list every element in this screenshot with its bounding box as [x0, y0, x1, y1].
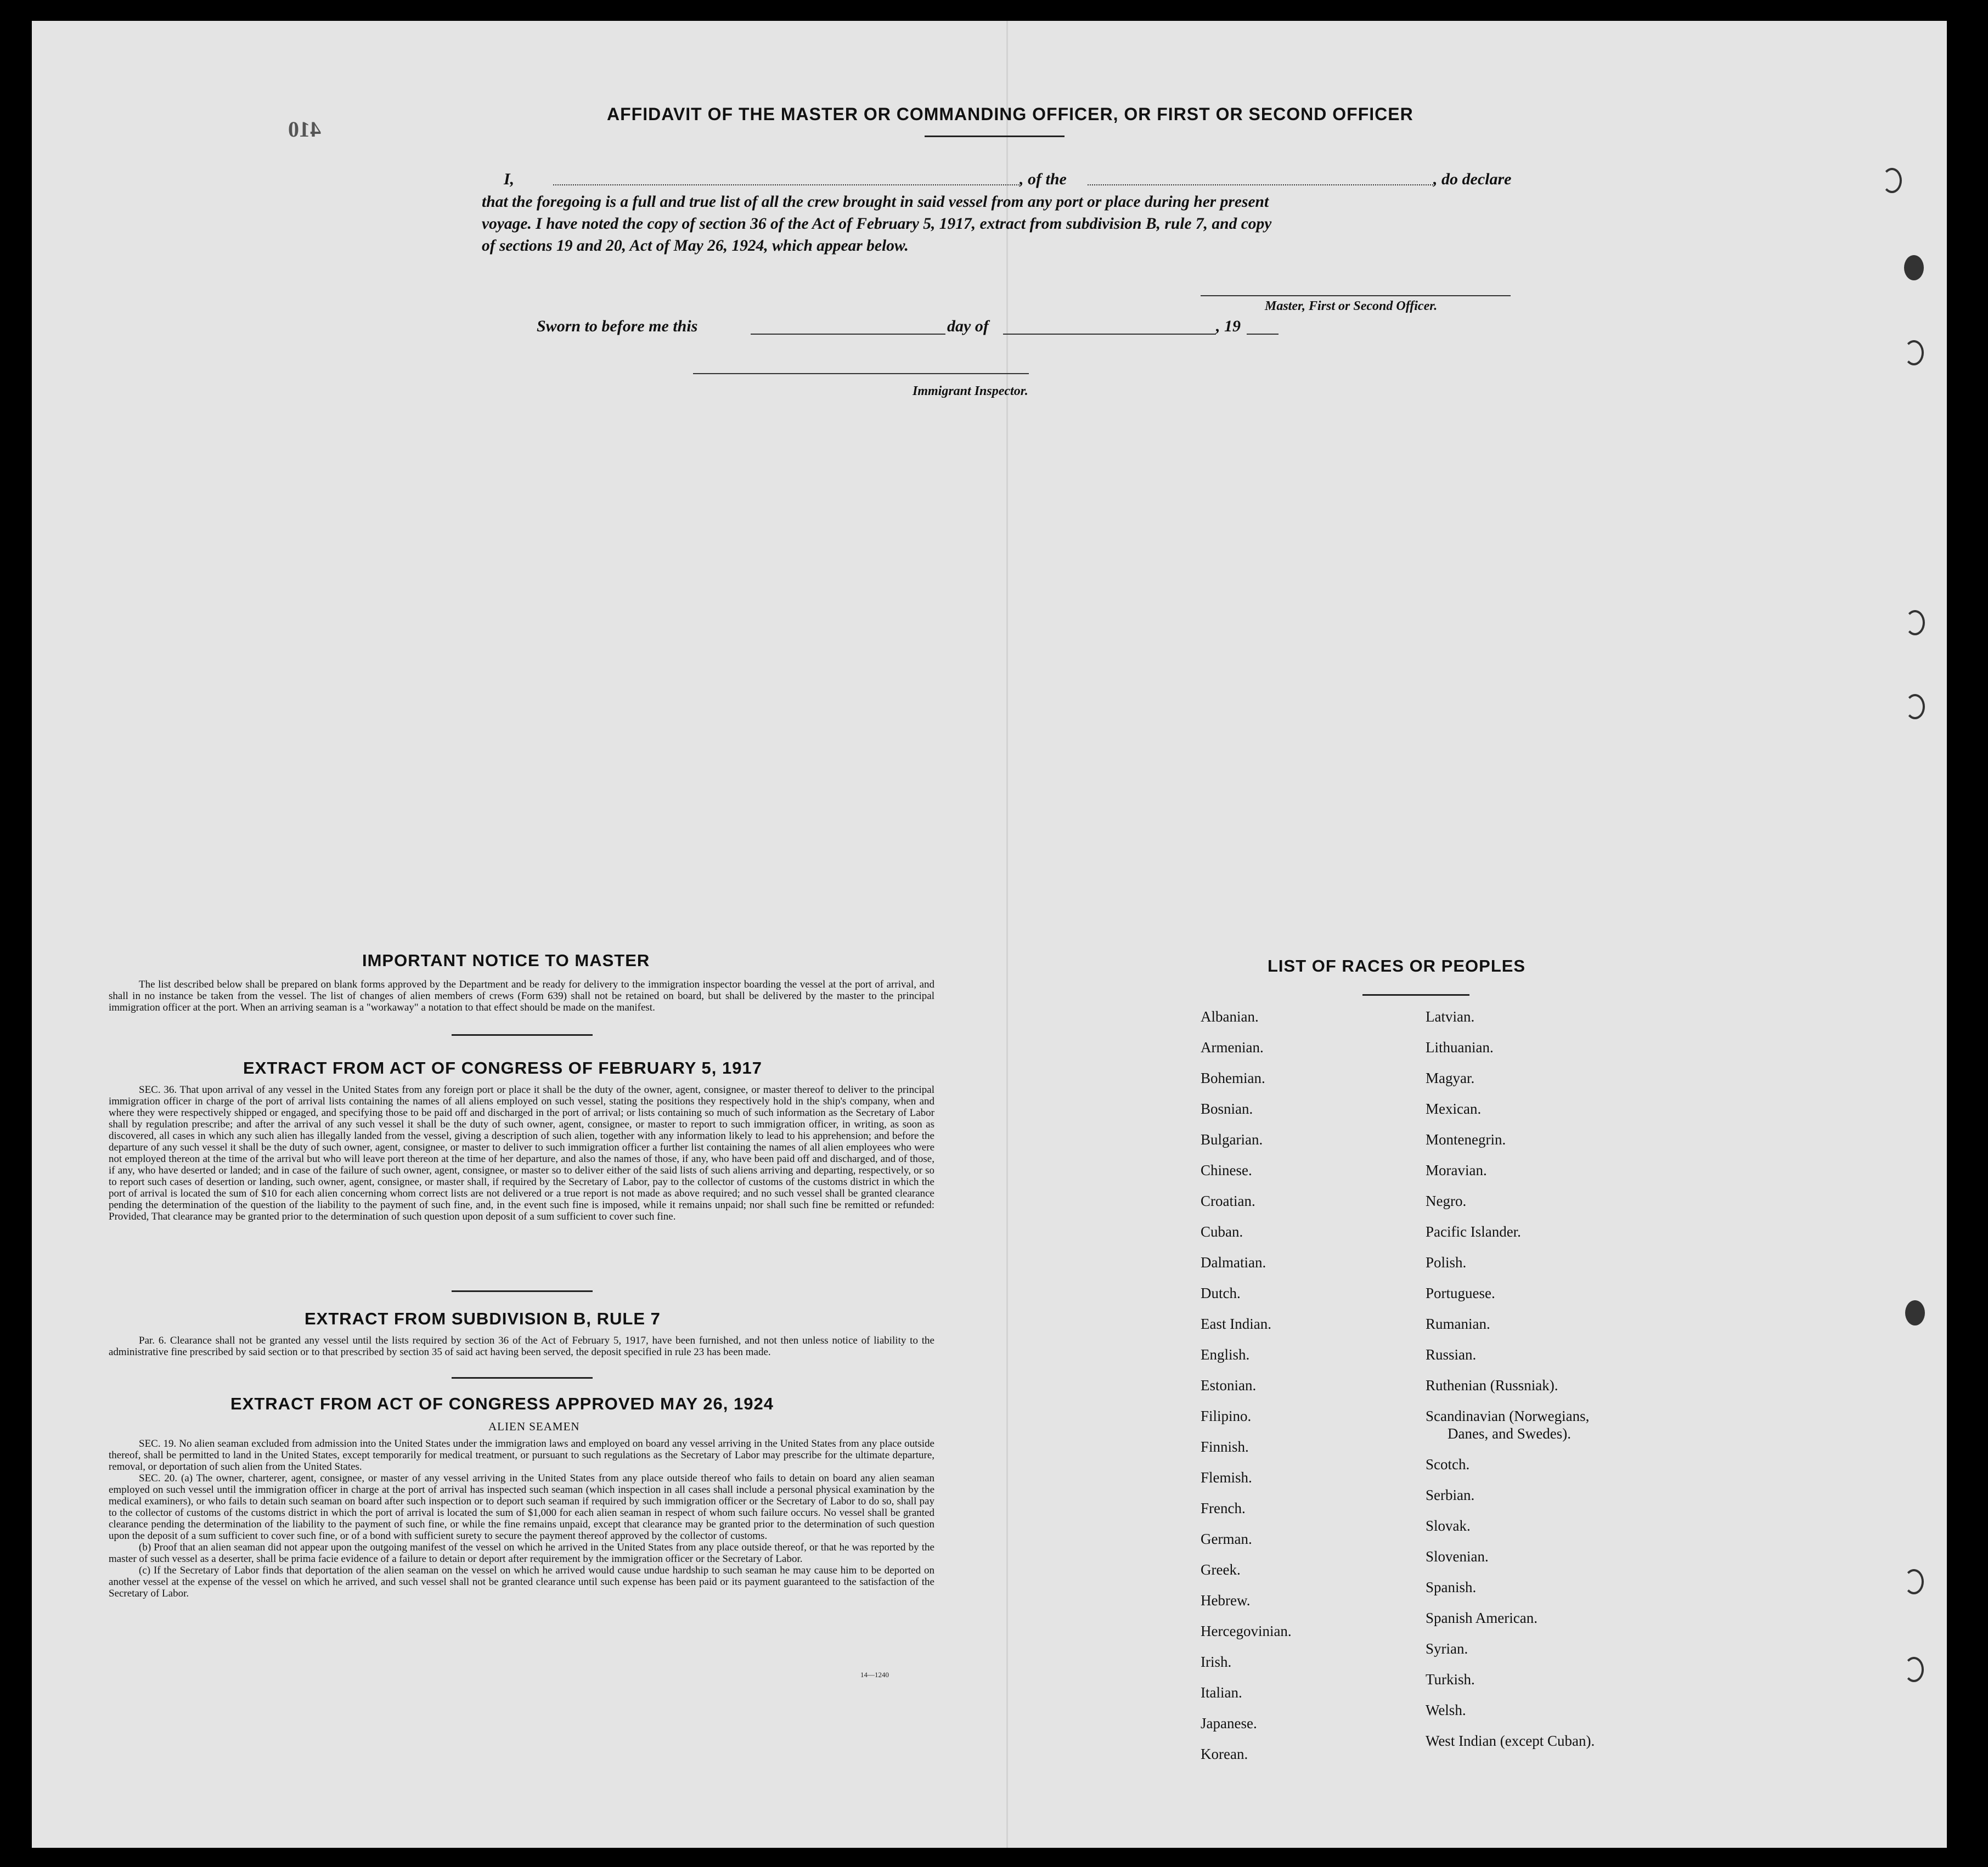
race-item: Cuban.	[1201, 1223, 1243, 1240]
race-item: Serbian.	[1426, 1487, 1475, 1503]
race-item: Slovak.	[1426, 1518, 1471, 1534]
extract-1917-rule	[452, 1290, 593, 1292]
race-item: Dutch.	[1201, 1285, 1241, 1301]
race-item: Syrian.	[1426, 1640, 1468, 1657]
sworn-day-field[interactable]	[751, 334, 945, 335]
binder-hole	[1904, 255, 1924, 280]
race-item: Bosnian.	[1201, 1101, 1253, 1117]
race-item: Albanian.	[1201, 1008, 1259, 1025]
inspector-signature-line[interactable]	[693, 373, 1029, 374]
race-item: Danes, and Swedes).	[1448, 1425, 1571, 1442]
affidavit-text-1: that the foregoing is a full and true list of all the crew brought in said vessel from any port or place during her present	[482, 193, 1269, 211]
race-item: Mexican.	[1426, 1101, 1482, 1117]
master-signature-line[interactable]	[1201, 295, 1511, 296]
affidavit-text-3: of sections 19 and 20, Act of May 26, 1924, which appear below.	[482, 237, 909, 255]
race-item: French.	[1201, 1500, 1246, 1516]
race-item: Hercegovinian.	[1201, 1623, 1292, 1639]
race-item: Filipino.	[1201, 1408, 1252, 1424]
race-item: Montenegrin.	[1426, 1131, 1506, 1148]
race-item: Magyar.	[1426, 1070, 1475, 1086]
race-item: Irish.	[1201, 1654, 1232, 1670]
binder-hole	[1904, 340, 1924, 365]
race-item: English.	[1201, 1346, 1250, 1363]
race-item: Turkish.	[1426, 1671, 1475, 1688]
extract-rule7-title: EXTRACT FROM SUBDIVISION B, RULE 7	[305, 1309, 661, 1328]
extract-rule7-text: Par. 6. Clearance shall not be granted any vessel until the lists required by section 36 of the Act of February 5, 1917, have been furnished, and not then unless notice of liability to the administrative fine prescribed by said section or to that prescribed by section 35 of said act having been served, the deposit specified in rule 23 has been made.	[109, 1335, 934, 1358]
race-item: Ruthenian (Russniak).	[1426, 1377, 1558, 1394]
race-item: West Indian (except Cuban).	[1426, 1733, 1595, 1749]
binder-hole	[1904, 1657, 1924, 1682]
races-title: LIST OF RACES OR PEOPLES	[1268, 956, 1526, 975]
extract-rule7-section	[109, 1335, 934, 1358]
notice-text: The list described below shall be prepared on blank forms approved by the Department and be ready for delivery to the immigration inspector boarding the vessel at the port of arrival, and shall in no instance be taken from the vessel. The list of changes of alien members of crews (Form 639) shall not be retained on board, but shall be delivered by the master to the principal immigration officer at the port. When an arriving seaman is a "workaway" a notation to that effect should be made on the manifest.	[109, 979, 934, 1013]
extract-rule7-rule	[452, 1377, 593, 1379]
extract-1917-section	[109, 1084, 934, 1222]
binder-hole	[1904, 1569, 1924, 1594]
race-item: Slovenian.	[1426, 1548, 1489, 1565]
races-title-rule	[1362, 994, 1469, 996]
race-item: Japanese.	[1201, 1715, 1257, 1731]
inspector-label: Immigrant Inspector.	[913, 384, 1028, 398]
affidavit-of-the: , of the	[1020, 170, 1067, 188]
race-item: Pacific Islander.	[1426, 1223, 1521, 1240]
binder-hole	[1882, 168, 1902, 193]
race-item: Rumanian.	[1426, 1316, 1490, 1332]
race-item: Scandinavian (Norwegians,	[1426, 1408, 1590, 1424]
race-item: Moravian.	[1426, 1162, 1487, 1178]
affidavit-i: I,	[504, 170, 515, 188]
extract-1924-section	[109, 1438, 934, 1599]
race-item: Bohemian.	[1201, 1070, 1265, 1086]
vessel-field[interactable]	[1088, 184, 1433, 185]
race-item: Polish.	[1426, 1254, 1467, 1271]
extract-1924-title: EXTRACT FROM ACT OF CONGRESS APPROVED MAY 26, 1924	[230, 1394, 774, 1413]
extract-1924-sec20c: (c) If the Secretary of Labor finds that deportation of the alien seaman on the vessel on which he arrived would cause undue hardship to such seaman he may cause him to be deported on another vessel at the expense of the vessel on which he arrived, and such vessel shall not be granted clearance until such expense has been paid or its payment guaranteed to the satisfaction of the Secretary of Labor.	[109, 1565, 934, 1599]
extract-1917-text: SEC. 36. That upon arrival of any vessel in the United States from any foreign port or place it shall be the duty of the owner, agent, consignee, or master thereof to deliver to the principal immigration officer in charge of the port of arrival lists containing the names of all aliens employed on such vessel, stating the positions they respectively hold in the ship's company, when and where they were respectively shipped or engaged, and specifying those to be paid off and discharged in the port of arrival; or lists containing so much of such information as the Secretary of Labor shall by regulation prescribe; and after the arrival of any such vessel it shall be the duty of such owner, agent, consignee, or master to report to such immigration officer, in writing, as soon as discovered, all cases in which any such alien has illegally landed from the vessel, giving a description of such alien, together with any information likely to lead to his apprehension; and before the departure of any such vessel it shall be the duty of such owner, agent, consignee, or master to deliver to such immigration officer a further list containing the names of all alien employees who were not employed thereon at the time of the arrival but who will leave port thereon at the time of her departure, and also the names of those, if any, who have been paid off and discharged, and of those, if any, who have deserted or landed; and in case of the failure of such owner, agent, consignee, or master so to deliver either of the said lists of such aliens arriving and departing, respectively, or so to report such cases of desertion or landing, such owner, agent, consignee, or master shall, if required by the Secretary of Labor, pay to the collector of customs of the customs district in which the port of arrival is located the sum of $10 for each alien concerning whom correct lists are not delivered or a true report is not made as above required; and no such vessel shall be granted clearance pending the determination of the question of the liability to the payment of such fine, and, in the event such fine is imposed, while it remains unpaid; nor shall such fine be remitted or refunded: Provided, That clearance may be granted prior to the determination of such question upon deposit of a sum sufficient to cover such fine.	[109, 1084, 934, 1222]
form-number: 14—1240	[860, 1671, 889, 1679]
affidavit-text-2: voyage. I have noted the copy of section 36 of the Act of February 5, 1917, extract from subdivision B, rule 7, and copy	[482, 215, 1272, 233]
extract-1924-subtitle: ALIEN SEAMEN	[488, 1420, 580, 1433]
race-item: Flemish.	[1201, 1469, 1252, 1486]
notice-rule	[452, 1034, 593, 1036]
race-item: Spanish American.	[1426, 1610, 1538, 1626]
race-item: Latvian.	[1426, 1008, 1475, 1025]
race-item: Korean.	[1201, 1746, 1248, 1762]
page-fold	[1006, 21, 1008, 1848]
race-item: Croatian.	[1201, 1193, 1255, 1209]
race-item: Welsh.	[1426, 1702, 1466, 1718]
race-item: Scotch.	[1426, 1456, 1470, 1473]
binder-hole	[1905, 694, 1925, 719]
race-item: Portuguese.	[1426, 1285, 1495, 1301]
race-item: German.	[1201, 1531, 1252, 1547]
master-label: Master, First or Second Officer.	[1265, 299, 1438, 313]
race-item: Bulgarian.	[1201, 1131, 1263, 1148]
binder-hole	[1905, 1300, 1925, 1325]
sworn-text: Sworn to before me this	[537, 317, 698, 335]
extract-1917-title: EXTRACT FROM ACT OF CONGRESS OF FEBRUARY 5, 1917	[243, 1058, 762, 1078]
race-item: Lithuanian.	[1426, 1039, 1494, 1056]
race-item: Greek.	[1201, 1561, 1241, 1578]
extract-1924-sec19: SEC. 19. No alien seaman excluded from admission into the United States under the immigration laws and employed on board any vessel arriving in the United States from any place outside thereof, shall be permitted to land in the United States, except temporarily for medical treatment, or pursuant to such regulations as the Secretary of Labor may prescribe for the ultimate departure, removal, or deportation of such alien from the United States.	[109, 1438, 934, 1473]
affidavit-do-declare: , do declare	[1433, 170, 1512, 188]
race-item: East Indian.	[1201, 1316, 1271, 1332]
race-item: Russian.	[1426, 1346, 1477, 1363]
sworn-day-of: day of	[947, 317, 989, 335]
sworn-year-field[interactable]	[1247, 334, 1279, 335]
race-item: Italian.	[1201, 1684, 1242, 1701]
sworn-year-prefix: , 19	[1216, 317, 1241, 335]
notice-section	[109, 979, 934, 1013]
race-item: Chinese.	[1201, 1162, 1252, 1178]
race-item: Armenian.	[1201, 1039, 1264, 1056]
name-field[interactable]	[553, 184, 1020, 185]
affidavit-title-rule	[925, 136, 1065, 137]
binder-hole	[1905, 610, 1925, 635]
race-item: Dalmatian.	[1201, 1254, 1266, 1271]
race-item: Negro.	[1426, 1193, 1467, 1209]
extract-1924-sec20b: (b) Proof that an alien seaman did not appear upon the outgoing manifest of the vessel on which he arrived in the United States from any place outside thereof, or that he was reported by the master of such vessel as a deserter, shall be prima facie evidence of a failure to detain or deport after requirement by the immigration officer or the Secretary of Labor.	[109, 1542, 934, 1565]
race-item: Hebrew.	[1201, 1592, 1251, 1609]
notice-title: IMPORTANT NOTICE TO MASTER	[362, 951, 650, 970]
page-mark: 410	[288, 117, 321, 142]
race-item: Finnish.	[1201, 1439, 1249, 1455]
race-item: Estonian.	[1201, 1377, 1257, 1394]
affidavit-title: AFFIDAVIT OF THE MASTER OR COMMANDING OFFICER, OR FIRST OR SECOND OFFICER	[607, 104, 1413, 124]
sworn-month-field[interactable]	[1003, 334, 1216, 335]
extract-1924-sec20a: SEC. 20. (a) The owner, charterer, agent, consignee, or master of any vessel arriving in the United States from any place outside thereof who fails to detain on board any alien seaman employed on such vessel until the immigration officer in charge at the port of arrival has inspected such seaman (which inspection in all cases shall include a personal physical examination by the medical examiners), or who fails to detain such seaman on board after such inspection or to deport such seaman if required by such immigration officer or the Secretary of Labor to do so, shall pay to the collector of customs of the customs district in which the port of arrival is located the sum of $1,000 for each alien seaman in respect of whom such failure occurs. No vessel shall be granted clearance pending the determination of the liability to the payment of such fine, or while the fine remains unpaid, except that clearance may be granted prior to the determination of such question upon the deposit of a sum sufficient to cover such fine, or of a bond with sufficient surety to secure the payment thereof approved by the collector of customs.	[109, 1473, 934, 1542]
race-item: Spanish.	[1426, 1579, 1477, 1595]
